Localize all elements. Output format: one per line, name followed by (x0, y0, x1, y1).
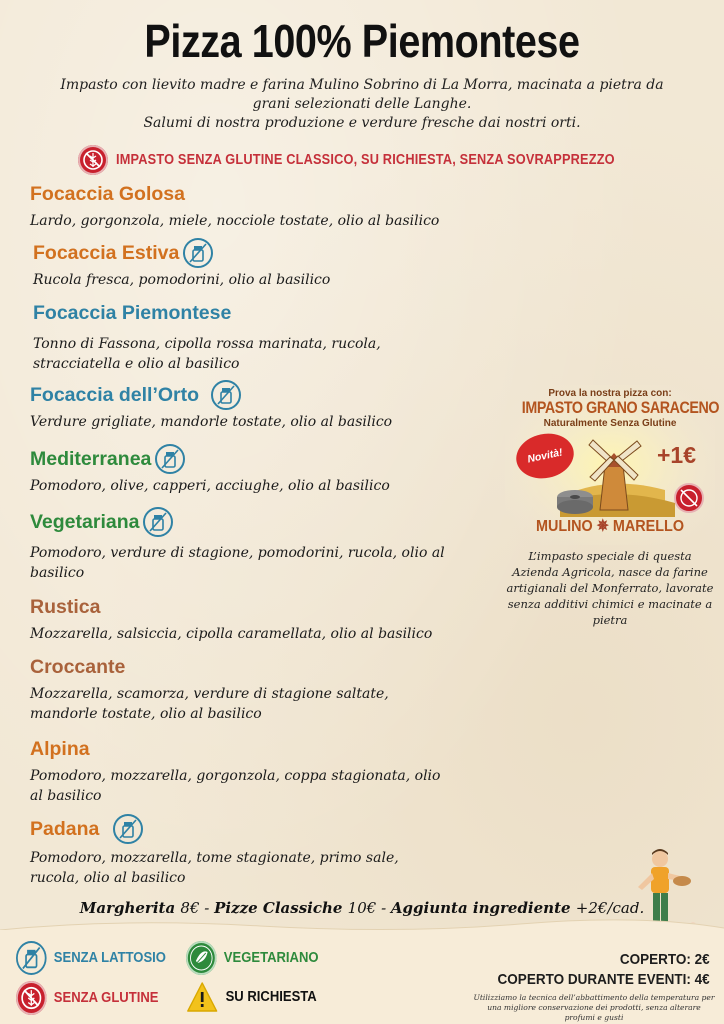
legend-vegetarian (186, 941, 319, 975)
menu-item-focaccia-estiva (33, 238, 453, 290)
lactose-free-icon (113, 814, 143, 844)
conservation-note: Utilizziamo la tecnica dell’abbattimento della temperatura per una migliore conservazione dei prodotti, senza alterare profumi e gusti (473, 993, 715, 1022)
gluten-free-icon (16, 981, 47, 1015)
menu-item-focaccia-golosa (30, 179, 450, 231)
item-name: Padana (30, 817, 100, 840)
legend-gluten-free (16, 981, 158, 1015)
item-name: Focaccia Estiva (33, 241, 180, 264)
item-name: Vegetariana (30, 510, 140, 533)
intro-line-2: grani selezionati delle Langhe. (252, 96, 472, 112)
promo-headline: IMPASTO GRANO SARACENO (521, 398, 720, 417)
lactose-free-icon (155, 444, 185, 474)
promo-description: L’impasto speciale di questa Azienda Agricola, nasce da farine artigianali del Monferrato, lavorate senza additivi chimici e macinate a pietra (506, 549, 714, 627)
item-name: Alpina (30, 737, 90, 760)
buckwheat-promo (505, 385, 720, 545)
lactose-free-icon (211, 380, 241, 410)
margherita-price: 8€ (180, 899, 200, 917)
brand-star-icon: ✵ (596, 518, 609, 535)
item-description: Lardo, gorgonzola, miele, nocciole tostate, olio al basilico (30, 213, 440, 229)
menu-item-focaccia-orto (30, 380, 450, 432)
item-description: Tonno di Fassona, cipolla rossa marinata, rucola, stracciatella e olio al basilico (33, 336, 381, 372)
legend-on-request-label: SU RICHIESTA (225, 989, 317, 1005)
menu-item-focaccia-piemontese (33, 298, 453, 374)
intro-line-3: Salumi di nostra produzione e verdure fresche dai nostri orti. (143, 115, 581, 131)
item-name: Mediterranea (30, 447, 152, 470)
intro-text (30, 76, 694, 133)
item-description: Rucola fresca, pomodorini, olio al basilico (33, 272, 331, 288)
item-description: Pomodoro, olive, capperi, acciughe, olio al basilico (30, 478, 390, 494)
legend-vegetarian-label: VEGETARIANO (223, 950, 319, 966)
menu-item-rustica (30, 592, 450, 644)
separator: - (376, 899, 391, 917)
legend-gluten-label: SENZA GLUTINE (53, 990, 159, 1006)
item-description: Pomodoro, verdure di stagione, pomodorini, rucola, olio al basilico (30, 545, 445, 581)
item-name: Focaccia Piemontese (33, 301, 232, 324)
page-title: Pizza 100% Piemontese (144, 15, 580, 67)
item-name: Focaccia dell’Orto (30, 383, 200, 406)
coperto-box (498, 950, 710, 990)
menu-item-alpina (30, 734, 450, 806)
aggiunta-price: +2€/cad. (575, 899, 645, 917)
promo-price: +1€ (657, 442, 697, 468)
lactose-free-icon (183, 238, 213, 268)
intro-line-1: Impasto con lievito madre e farina Mulino Sobrino di La Morra, macinata a pietra da (60, 77, 664, 93)
item-description: Mozzarella, scamorza, verdure di stagione saltate, mandorle tostate, olio al basilico (30, 686, 389, 722)
lactose-free-icon (16, 941, 47, 975)
promo-tag: Naturalmente Senza Glutine (543, 418, 677, 429)
item-description: Mozzarella, salsiccia, cipolla caramellata, olio al basilico (30, 626, 433, 642)
legend-lactose-free (16, 941, 166, 975)
item-description: Verdure grigliate, mandorle tostate, olio al basilico (30, 414, 393, 430)
warning-icon (186, 981, 218, 1013)
separator: - (199, 899, 215, 917)
menu-item-croccante (30, 652, 450, 724)
gluten-free-icon (78, 145, 108, 175)
price-summary (0, 899, 724, 917)
lactose-free-icon (143, 507, 173, 537)
item-name: Croccante (30, 655, 126, 678)
item-name: Rustica (30, 595, 101, 618)
item-name: Focaccia Golosa (30, 182, 185, 205)
legend-on-request (186, 981, 317, 1013)
legend-lactose-label: SENZA LATTOSIO (53, 950, 166, 966)
menu-item-vegetariana (30, 507, 450, 583)
item-description: Pomodoro, mozzarella, gorgonzola, coppa stagionata, olio al basilico (30, 768, 441, 804)
promo-brand (516, 516, 705, 536)
menu-item-padana (30, 814, 450, 888)
aggiunta-label: Aggiunta ingrediente (390, 899, 571, 917)
promo-prova: Prova la nostra pizza con: (548, 388, 672, 399)
item-description: Pomodoro, mozzarella, tome stagionate, primo sale, rucola, olio al basilico (30, 850, 399, 886)
novita-text: Novità! (526, 446, 564, 466)
brand-left: MULINO (535, 518, 593, 535)
vegetarian-icon (186, 941, 217, 975)
brand-right: MARELLO (612, 518, 685, 535)
menu-item-mediterranea (30, 444, 450, 496)
classiche-price: 10€ (347, 899, 377, 917)
margherita-label: Margherita (79, 899, 176, 917)
gluten-free-banner (78, 145, 683, 175)
classiche-label: Pizze Classiche (214, 899, 343, 917)
coperto-standard: COPERTO: 2€ (620, 951, 710, 968)
gluten-free-banner-text: IMPASTO SENZA GLUTINE CLASSICO, SU RICHIESTA, SENZA SOVRAPPREZZO (116, 152, 615, 168)
coperto-events: COPERTO DURANTE EVENTI: 4€ (497, 971, 710, 988)
